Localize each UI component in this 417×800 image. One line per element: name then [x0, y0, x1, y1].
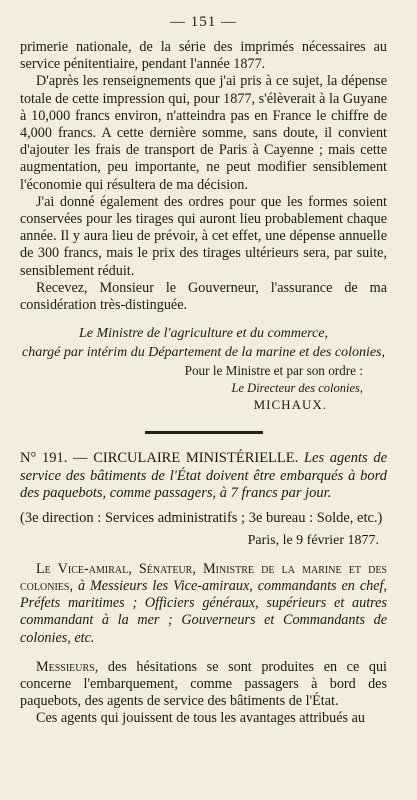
paragraph-1: primerie nationale, de la série des imprimés nécessaires au service pénitentiaire, pendant l'année 1877.: [20, 39, 387, 73]
circular-address-lead: Le Vice-amiral, Sénateur, Ministre de la marine et des colonies,: [20, 560, 387, 594]
paragraph-3: J'ai donné également des ordres pour que les formes soient conservées pour les tirages qui auront lieu probablement chaque année. Il y aura lieu de prévoir, à cet effet, une dépense annuelle de 300 francs, mais le prix des tirages ultérieurs sera, par suite, sensiblement réduit.: [20, 193, 387, 279]
signature-line-minister: Le Ministre de l'agriculture et du commerce,: [78, 326, 329, 342]
circular-address-rest: à Messieurs les Vice-amiraux, commandants en chef, Préfets maritimes ; Officiers généraux, supérieurs et autres commandant à la mer ; Gouverneurs et Commandants de colonies, etc.: [20, 577, 387, 646]
paragraph-4: Recevez, Monsieur le Gouverneur, l'assurance de ma considération très-distinguée.: [20, 279, 387, 314]
page-number: — 151 —: [170, 14, 237, 30]
circular-salutation: Messieurs,: [36, 658, 99, 675]
signature-line-interim: chargé par intérim du Département de la marine et des colonies,: [21, 345, 386, 361]
circular-body-text-1: des hésitations se sont produites en ce qui concerne l'embarquement, comme passagers à bord des paquebots, des agents de service des bâtiments de l'État.: [20, 658, 388, 710]
signature-block: [20, 324, 387, 362]
circular-number: N° 191. — CIRCULAIRE MINISTÉRIELLE.: [20, 450, 299, 467]
circular-direction: (3e direction : Services administratifs ; 3e bureau : Solde, etc.): [20, 509, 383, 526]
circular-body-1: [20, 659, 387, 711]
circular-subject: Les agents de service des bâtiments de l'État doivent être embarqués à bord des paquebots, comme passagers, à 7 francs par jour.: [20, 450, 387, 502]
signature-director-line: Le Directeur des colonies,: [231, 380, 363, 395]
circular-address: [20, 561, 387, 647]
signature-order-line: Pour le Ministre et par son ordre :: [184, 363, 363, 379]
circular-date: Paris, le 9 février 1877.: [247, 532, 379, 548]
signature-name: MICHAUX.: [253, 397, 327, 413]
circular-body-2: Ces agents qui jouissent de tous les avantages attribués au: [36, 710, 366, 727]
section-divider: [145, 431, 263, 434]
circular-heading: [20, 450, 387, 503]
paragraph-2: D'après les renseignements que j'ai pris à ce sujet, la dépense totale de cette impression qui, pour 1877, s'élèverait à la Guyane à 10,000 francs environ, n'atteindra pas en France le chiffre de 4,000 francs. A cette dernière somme, sans doute, il convient d'ajouter les frais de transport de Paris à Cayenne ; mais cette augmentation, peu importante, ne peut modifier sensiblement l'économie qui résultera de ma décision.: [20, 73, 387, 193]
